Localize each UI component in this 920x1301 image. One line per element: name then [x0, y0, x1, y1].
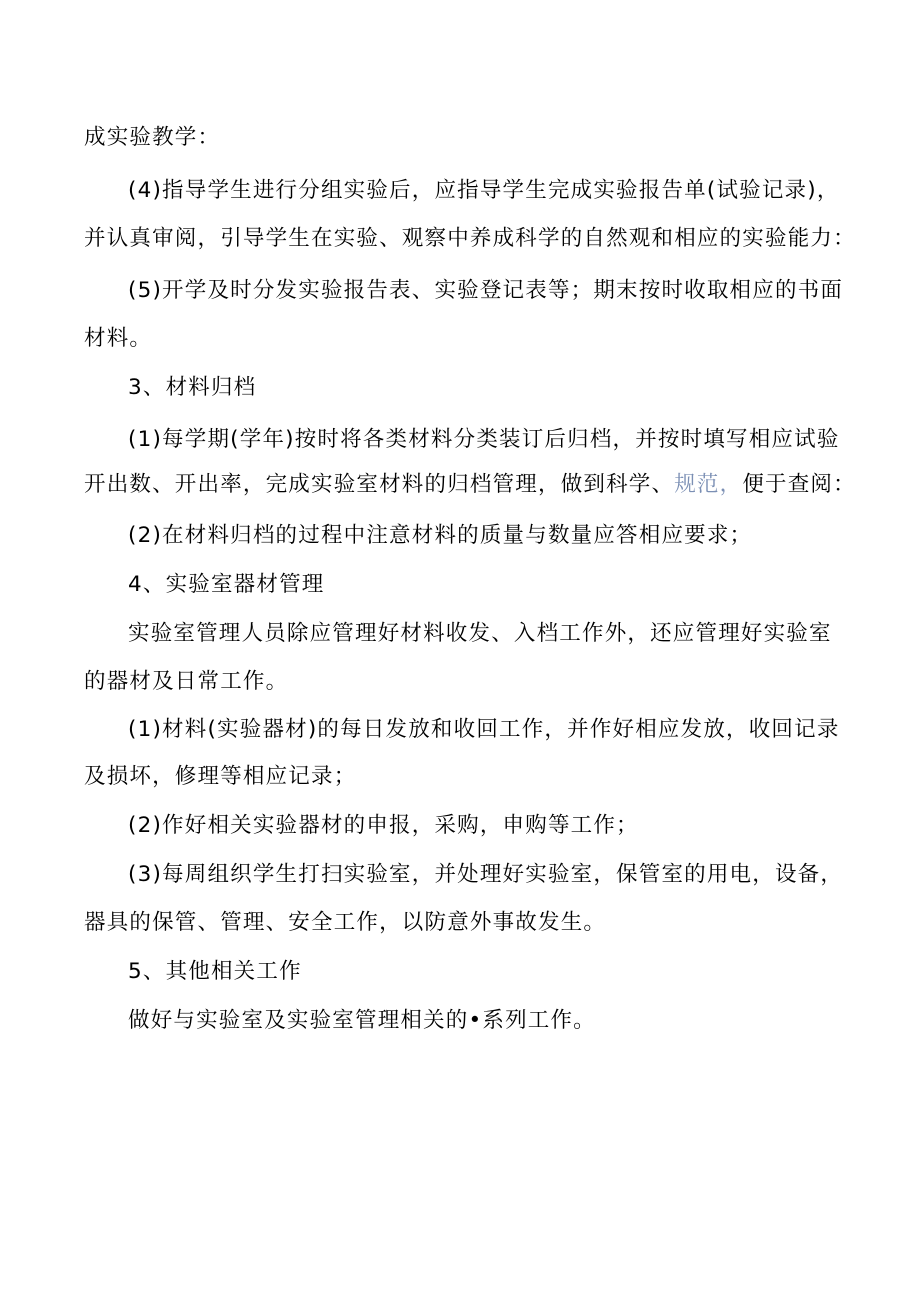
text-line: (2)在材料归档的过程中注意材料的质量与数量应答相应要求； — [128, 523, 753, 548]
text-line: (1)每学期(学年)按时将各类材料分类装订后归档，并按时填写相应试验 — [128, 427, 840, 452]
text-segment: 便于查阅： — [742, 472, 856, 497]
text-line: (1)材料(实验器材)的每日发放和收回工作，并作好相应发放，收回记录 — [128, 717, 840, 742]
text-line: (3)每周组织学生打扫实验室，并处理好实验室，保管室的用电，设备， — [128, 862, 844, 887]
text-segment: 开出数、开出率，完成实验室材料的归档管理，做到科学、 — [84, 472, 675, 497]
text-line: (5)开学及时分发实验报告表、实验登记表等；期末按时收取相应的书面 — [128, 278, 844, 303]
text-line: 的器材及日常工作。 — [84, 669, 289, 694]
text-line: 并认真审阅，引导学生在实验、观察中养成科学的自然观和相应的实验能力： — [84, 226, 856, 251]
text-line: 及损坏，修理等相应记录； — [84, 764, 357, 789]
text-line: 材料。 — [84, 326, 153, 351]
highlighted-text: 规范， — [674, 472, 743, 497]
text-line — [84, 461, 920, 509]
text-line: (2)作好相关实验器材的申报，采购，申购等工作； — [128, 813, 639, 838]
text-line: 成实验教学： — [84, 125, 221, 150]
text-line: 做好与实验室及实验室管理相关的•系列工作。 — [128, 1008, 596, 1033]
section-heading: 4、实验室器材管理 — [128, 572, 325, 597]
text-line: 器具的保管、管理、安全工作，以防意外事故发生。 — [84, 910, 607, 935]
section-heading: 5、其他相关工作 — [128, 959, 302, 984]
text-line: 实验室管理人员除应管理好材料收发、入档工作外，还应管理好实验室 — [128, 621, 832, 646]
text-line: (4)指导学生进行分组实验后，应指导学生完成实验报告单(试验记录)， — [128, 178, 840, 203]
section-heading: 3、材料归档 — [128, 375, 257, 400]
